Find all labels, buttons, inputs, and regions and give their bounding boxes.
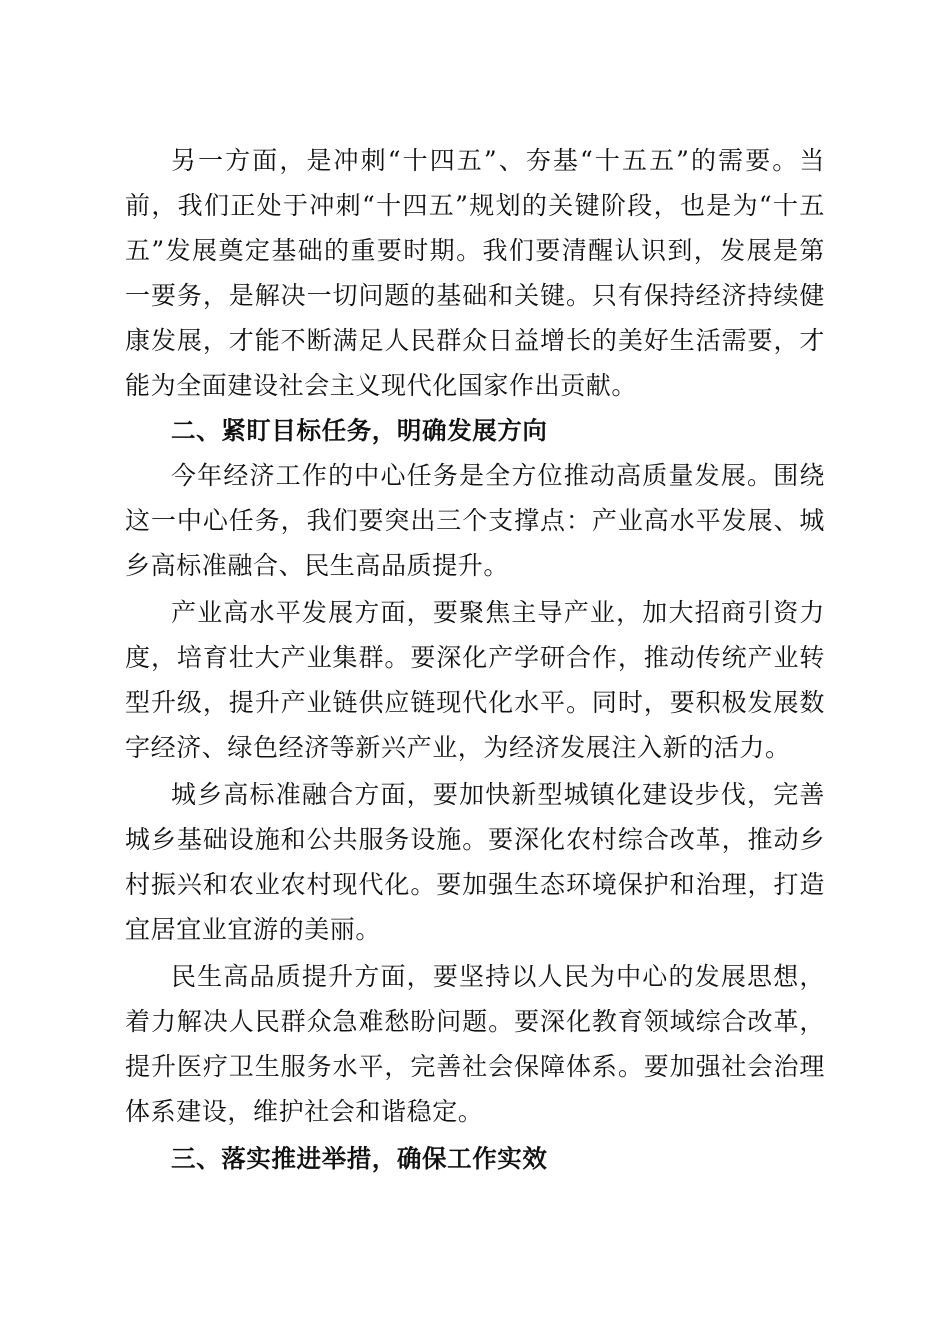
section-heading-implementation: 三、落实推进举措，确保工作实效 [171, 1144, 548, 1173]
paragraph-urban-rural: 城乡高标准融合方面，要加快新型城镇化建设步伐，完善城乡基础设施和公共服务设施。要深化农村综合改革，推动乡村振兴和农业农村现代化。要加强生态环境保护和治理，打造宜居宜业宜游的美丽。 [125, 780, 825, 944]
document-body [125, 138, 825, 1181]
paragraph-industry: 产业高水平发展方面，要聚焦主导产业，加大招商引资力度，培育壮大产业集群。要深化产学研合作，推动传统产业转型升级，提升产业链供应链现代化水平。同时，要积极发展数字经济、绿色经济等新兴产业，为经济发展注入新的活力。 [125, 598, 825, 762]
section-heading-goals: 二、紧盯目标任务，明确发展方向 [171, 416, 548, 445]
paragraph-development-need: 另一方面，是冲刺“十四五”、夯基“十五五”的需要。当前，我们正处于冲刺“十四五”规划的关键阶段，也是为“十五五”发展奠定基础的重要时期。我们要清醒认识到，发展是第一要务，是解决一切问题的基础和关键。只有保持经济持续健康发展，才能不断满足人民群众日益增长的美好生活需要，才能为全面建设社会主义现代化国家作出贡献。 [125, 146, 825, 400]
paragraph-livelihood: 民生高品质提升方面，要坚持以人民为中心的发展思想，着力解决人民群众急难愁盼问题。要深化教育领域综合改革，提升医疗卫生服务水平，完善社会保障体系。要加强社会治理体系建设，维护社会和谐稳定。 [125, 962, 825, 1126]
paragraph-central-task: 今年经济工作的中心任务是全方位推动高质量发展。围绕这一中心任务，我们要突出三个支撑点：产业高水平发展、城乡高标准融合、民生高品质提升。 [125, 461, 825, 580]
